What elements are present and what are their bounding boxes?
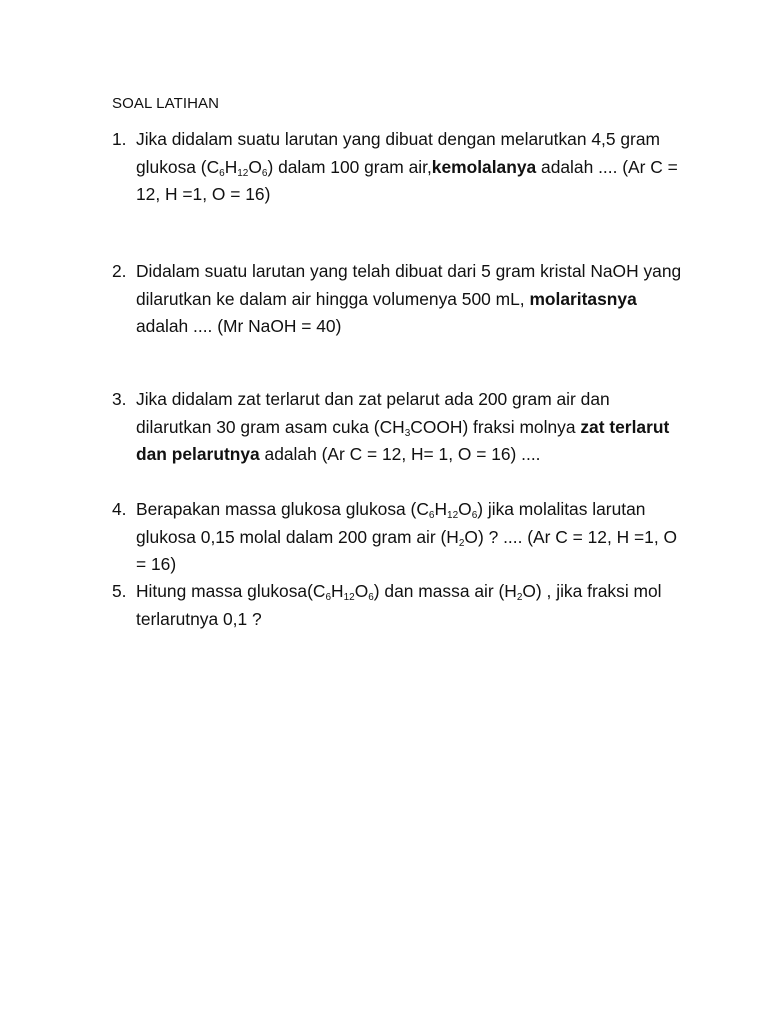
question-text: Hitung massa $glukosa(C_6H_{12}O_6)$ dan massa air $(H_2O)$ , jika fraksi mol terlarutnya 0,1 ?	[136, 581, 662, 629]
question-number: 4.	[112, 499, 127, 519]
question-number: 5.	[112, 581, 127, 601]
question-4	[112, 496, 682, 579]
document-title: SOAL LATIHAN	[112, 95, 220, 112]
question-number: 1.	[112, 129, 127, 149]
question-2	[112, 258, 682, 341]
question-keyword: kemolalanya	[431, 156, 537, 177]
question-text: Berapakan massa glukosa glukosa $(C_6H_{12}O_6)$ jika molalitas larutan glukosa 0,15 molal dalam 200 gram air $(H_2O)$ ? .... (Ar C = 12, H =1, O = 16)	[136, 499, 678, 574]
question-keyword: molaritasnya	[529, 288, 637, 309]
question-5	[112, 578, 682, 633]
question-number: 2.	[112, 261, 127, 281]
question-text: Jika didalam zat terlarut dan zat pelarut ada 200 gram air dan dilarutkan 30 gram asam cuka $(CH_3COOH)$ fraksi molnya zat terlarut dan pelarutnya adalah (Ar C = 12, H= 1, O = 16) ....	[136, 389, 670, 464]
question-1	[112, 126, 682, 209]
question-text: Jika didalam suatu larutan yang dibuat dengan melarutkan 4,5 gram glukosa $(C_6H_{12}O_6)$ dalam 100 gram air,kemolalanya adalah .... (Ar C = 12, H =1, O = 16)	[136, 129, 678, 204]
question-keyword: zat terlarut dan pelarutnya	[136, 416, 670, 464]
question-number: 3.	[112, 389, 127, 409]
question-3	[112, 386, 682, 469]
question-text: Didalam suatu larutan yang telah dibuat dari 5 gram kristal NaOH yang dilarutkan ke dalam air hingga volumenya 500 mL, molaritasnya adalah .... (Mr NaOH = 40)	[136, 261, 682, 336]
